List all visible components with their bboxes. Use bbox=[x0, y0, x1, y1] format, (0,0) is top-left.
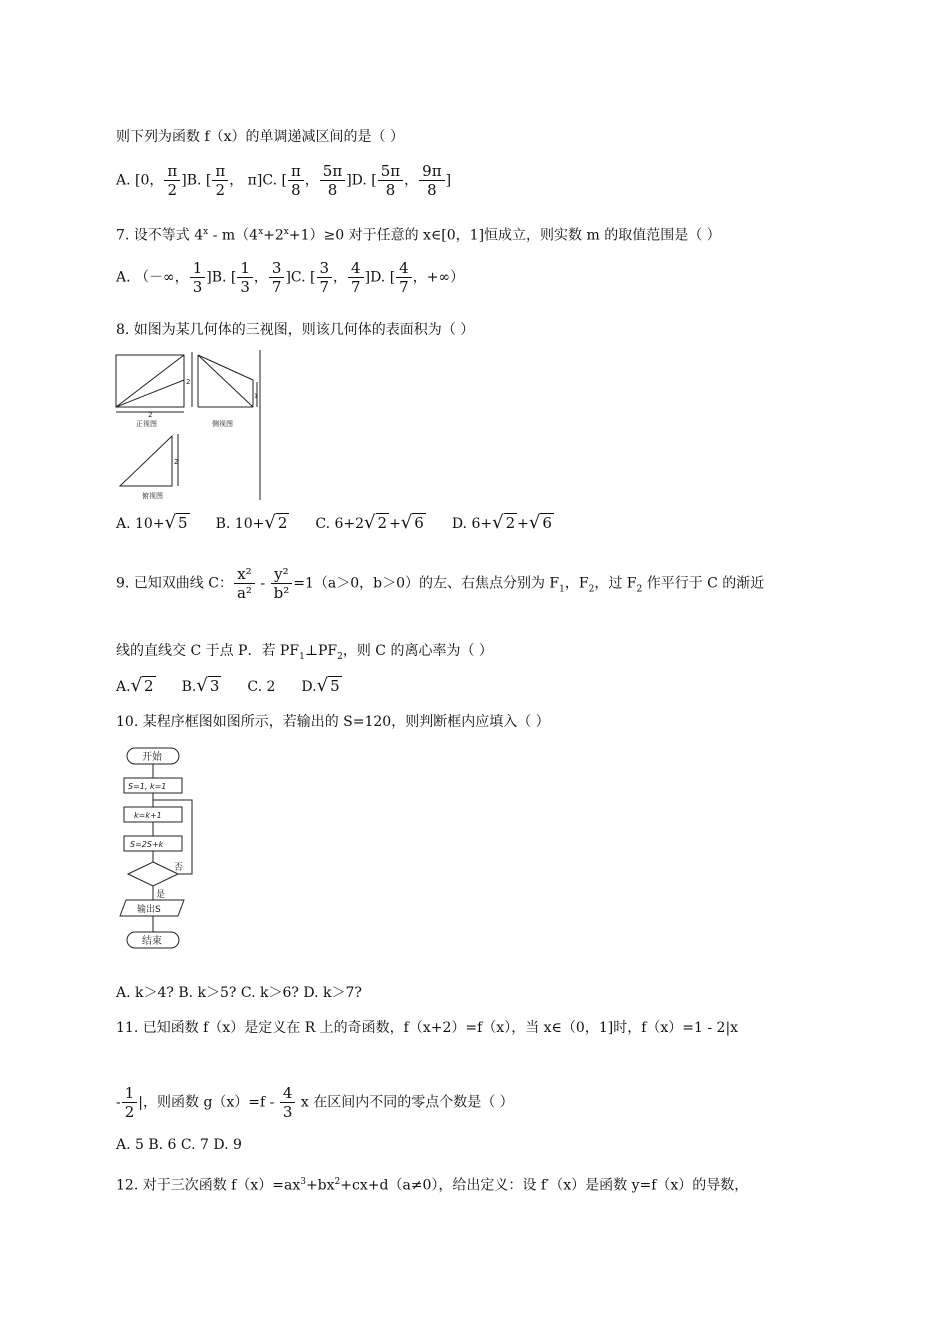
fraction: $\frac{5\pi}{8}$ bbox=[378, 162, 403, 199]
fc-decision-diamond bbox=[128, 862, 178, 886]
q11-options: A. 5 B. 6 C. 7 D. 9 bbox=[116, 1137, 242, 1153]
fraction-half: $\frac{1}{2}$ bbox=[122, 1084, 138, 1121]
fraction: $\frac{9\pi}{8}$ bbox=[419, 162, 444, 199]
sqrt: √ 5 bbox=[164, 512, 188, 533]
fraction: $\frac{4}{7}$ bbox=[348, 259, 364, 296]
front-view bbox=[116, 355, 184, 412]
q6-stem: 则下列为函数 f（x）的单调递减区间的是（ ） bbox=[116, 129, 404, 145]
fraction-y2-b2: $\frac{\text{y²}}{\text{b²}}$ bbox=[271, 565, 293, 602]
fc-init-label: S=1, k=1 bbox=[128, 782, 167, 791]
sqrt: √ 2 bbox=[264, 512, 288, 533]
top-view-label: 俯视图 bbox=[142, 492, 163, 500]
fc-yes-label: 是 bbox=[156, 890, 166, 900]
sqrt: √ 3 bbox=[196, 675, 220, 696]
sqrt: √ 6 bbox=[400, 512, 424, 533]
sqrt: √ 5 bbox=[316, 675, 340, 696]
fc-no-label: 否 bbox=[174, 863, 184, 873]
q8-options: A. 10+√ 5 B. 10+√ 2 C. 6+2√ 2 +√ 6 D. 6+√ 2 +√ 6 bbox=[116, 512, 552, 533]
q10-stem: 10. 某程序框图如图所示，若输出的 S=120，则判断框内应填入（ ） bbox=[116, 714, 550, 730]
fc-step1-label: k=k+1 bbox=[134, 811, 162, 820]
q12-stem: 12. 对于三次函数 $f(x)=ax^3+bx^2+cx+d(a\ne 0)$，给出定义：设 f′（x）是函数 y=f（x）的导数， bbox=[116, 1177, 749, 1194]
fraction: $\frac{5\pi}{8}$ bbox=[320, 162, 345, 199]
fc-step2-label: S=2S+k bbox=[130, 840, 164, 849]
fraction: $\frac{4}{7}$ bbox=[396, 259, 412, 296]
q11-stem-line2: - $\frac{1}{2}$ |，则函数 g（x）=f - $\frac{4}{3}$ x 在区间内不同的零点个数是（ ） bbox=[116, 1084, 514, 1121]
q9-stem-line1: 9. 已知双曲线 C： $\frac{\text{x²}}{\text{a²}}$ - $\frac{\text{y²}}{\text{b²}}$ =1（a＞0，b＞0）的左、右焦点分别为 $F_1$，$F_2$，过 $F_2$ 作平行于 C 的渐近 bbox=[116, 565, 765, 602]
q8-stem: 8. 如图为某几何体的三视图，则该几何体的表面积为（ ） bbox=[116, 322, 475, 338]
side-view-label: 侧视图 bbox=[212, 420, 233, 428]
sqrt: √ 2 bbox=[364, 512, 388, 533]
top-dim: 2 bbox=[174, 458, 179, 466]
sqrt: √ 2 bbox=[130, 675, 154, 696]
fraction: $\frac{\pi}{2}$ bbox=[164, 162, 180, 199]
sqrt: √ 6 bbox=[528, 512, 552, 533]
q9-stem-line2: 线的直线交 C 于点 P．若 $PF_1\perp PF_2$，则 C 的离心率为（ ） bbox=[116, 643, 493, 662]
fc-start-label: 开始 bbox=[142, 752, 162, 763]
top-view bbox=[120, 434, 178, 486]
flowchart-figure bbox=[112, 744, 212, 954]
fraction: $\frac{1}{3}$ bbox=[190, 259, 206, 296]
fraction: $\frac{1}{3}$ bbox=[237, 259, 253, 296]
fraction: $\frac{\pi}{8}$ bbox=[288, 162, 304, 199]
fraction: $\frac{\pi}{2}$ bbox=[212, 162, 228, 199]
front-view-label: 正视图 bbox=[136, 420, 157, 428]
q7-stem: 7. 设不等式 $4^x - m(4^x+2^x+1)\ge 0$ 对于任意的 x∈[0，1]恒成立，则实数 m 的取值范围是（ ） bbox=[116, 227, 721, 244]
fraction: $\frac{3}{7}$ bbox=[269, 259, 285, 296]
q11-stem-line1: 11. 已知函数 f（x）是定义在 R 上的奇函数，f（x+2）=f（x），当 x∈（0，1]时，f（x）=1 - 2|x bbox=[116, 1020, 739, 1036]
three-view-figure bbox=[112, 350, 268, 502]
fraction: $\frac{3}{7}$ bbox=[317, 259, 333, 296]
side-dim-1: 1 bbox=[254, 393, 258, 400]
q6-options: A. [0， $\frac{\pi}{2}$ ]B. [ $\frac{\pi}{2}$ ， π]C. [ $\frac{\pi}{8}$ ， $\frac{5\pi}{8}$ ]D. [ $\frac{5\pi}{8}$ ， $\frac{9\pi}{8}$ ] bbox=[116, 162, 452, 199]
fc-output-label: 输出S bbox=[137, 905, 161, 915]
q9-options: A.√ 2 B.√ 3 C. 2 D.√ 5 bbox=[116, 675, 340, 696]
fraction-four-thirds: $\frac{4}{3}$ bbox=[280, 1084, 296, 1121]
front-dim: 2 bbox=[148, 411, 153, 419]
sqrt: √ 2 bbox=[492, 512, 516, 533]
side-dim-2: 2 bbox=[186, 378, 191, 386]
q7-options: A. （－∞， $\frac{1}{3}$ ]B. [ $\frac{1}{3}$ ， $\frac{3}{7}$ ]C. [ $\frac{3}{7}$ ， $\frac{4}{7}$ ]D. [ $\frac{4}{7}$ ，+∞） bbox=[116, 259, 465, 296]
q10-options: A. k＞4? B. k＞5? C. k＞6? D. k＞7? bbox=[116, 985, 362, 1001]
fraction-x2-a2: $\frac{\text{x²}}{\text{a²}}$ bbox=[234, 565, 255, 602]
fc-end-label: 结束 bbox=[142, 936, 162, 947]
